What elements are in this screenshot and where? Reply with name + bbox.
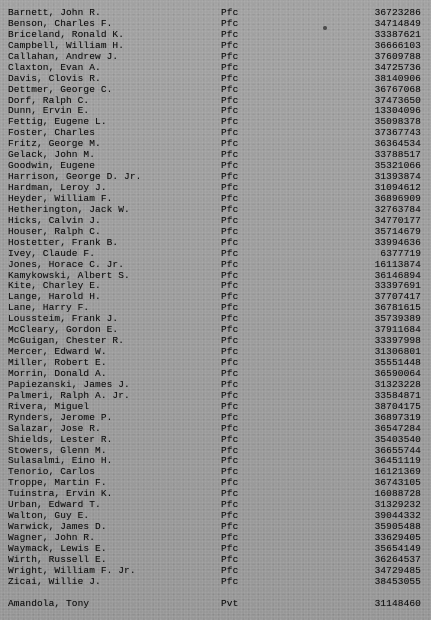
roster-row bbox=[0, 577, 431, 588]
soldier-rank: Pfc bbox=[221, 150, 239, 161]
soldier-rank: Pfc bbox=[221, 183, 239, 193]
roster-row bbox=[0, 150, 431, 161]
serial-number: 33994636 bbox=[374, 237, 421, 248]
soldier-name: Lane, Harry F. bbox=[8, 303, 90, 314]
soldier-rank: Pfc bbox=[221, 379, 239, 390]
soldier-name: Dorf, Ralph C. bbox=[8, 95, 90, 106]
soldier-rank: Pfc bbox=[221, 423, 239, 434]
serial-number: 36655744 bbox=[374, 445, 421, 456]
soldier-name: Benson, Charles F. bbox=[8, 18, 113, 29]
soldier-rank: Pfc bbox=[221, 193, 239, 204]
soldier-rank: Pfc bbox=[221, 401, 239, 412]
serial-number: 37609788 bbox=[374, 51, 421, 62]
soldier-rank: Pfc bbox=[221, 18, 239, 29]
roster-row bbox=[0, 41, 431, 52]
soldier-name: McCleary, Gordon E. bbox=[8, 325, 119, 336]
roster-row bbox=[0, 74, 431, 85]
soldier-rank: Pfc bbox=[221, 84, 239, 95]
soldier-name: Callahan, Andrew J. bbox=[8, 51, 119, 62]
roster-row bbox=[0, 19, 431, 30]
roster-row bbox=[0, 566, 431, 577]
soldier-rank: Pfc bbox=[221, 445, 239, 456]
soldier-name: McGuigan, Chester R. bbox=[8, 336, 125, 347]
soldier-name: Wagner, John R. bbox=[8, 533, 96, 543]
soldier-rank: Pfc bbox=[221, 511, 239, 522]
serial-number: 36896909 bbox=[374, 193, 421, 204]
soldier-name: Goodwin, Eugene bbox=[8, 161, 96, 172]
soldier-rank: Pfc bbox=[221, 172, 239, 183]
soldier-rank: Pfc bbox=[221, 62, 239, 73]
soldier-rank: Pfc bbox=[221, 73, 239, 84]
soldier-rank: Pfc bbox=[221, 522, 239, 533]
soldier-rank: Pfc bbox=[221, 412, 239, 423]
roster-row bbox=[0, 478, 431, 489]
roster-row bbox=[0, 435, 431, 446]
soldier-name: Davis, Clovis R. bbox=[8, 73, 101, 84]
serial-number: 36364534 bbox=[374, 139, 421, 150]
soldier-rank: Pfc bbox=[221, 565, 239, 576]
serial-number: 35403540 bbox=[374, 434, 421, 445]
soldier-name: Miller, Robert E. bbox=[8, 358, 107, 368]
serial-number: 35739389 bbox=[374, 314, 421, 325]
soldier-rank: Pfc bbox=[221, 533, 239, 543]
roster-list bbox=[0, 8, 431, 588]
serial-number: 33788517 bbox=[374, 150, 421, 161]
serial-number: 38140906 bbox=[374, 73, 421, 84]
soldier-rank: Pfc bbox=[221, 325, 239, 336]
soldier-name: Urban, Edward T. bbox=[8, 500, 101, 511]
soldier-rank: Pfc bbox=[221, 554, 239, 565]
soldier-name: Stowers, Glenn M. bbox=[8, 445, 107, 456]
soldier-name: Rynders, Jerome P. bbox=[8, 412, 113, 423]
serial-number: 35714679 bbox=[374, 226, 421, 237]
soldier-name: Troppe, Martin F. bbox=[8, 478, 107, 489]
serial-number: 36743105 bbox=[374, 478, 421, 489]
soldier-rank: Pfc bbox=[221, 347, 239, 358]
serial-number: 6377719 bbox=[380, 248, 421, 259]
serial-number: 34714849 bbox=[374, 18, 421, 29]
serial-number: 32763784 bbox=[374, 204, 421, 215]
serial-number: 33584871 bbox=[374, 390, 421, 401]
serial-number: 36547284 bbox=[374, 423, 421, 434]
soldier-name: Fritz, George M. bbox=[8, 139, 101, 150]
soldier-name: Rivera, Miguel bbox=[8, 401, 90, 412]
serial-number: 13304096 bbox=[374, 106, 421, 117]
roster-row bbox=[0, 489, 431, 500]
roster-row bbox=[0, 467, 431, 478]
serial-number: 31094612 bbox=[374, 183, 421, 193]
soldier-rank: Pfc bbox=[221, 434, 239, 445]
soldier-rank: Pfc bbox=[221, 358, 239, 368]
soldier-name: Palmeri, Ralph A. Jr. bbox=[8, 390, 130, 401]
serial-number: 31148460 bbox=[374, 599, 421, 609]
soldier-rank: Pfc bbox=[221, 226, 239, 237]
roster-row bbox=[0, 96, 431, 107]
roster-row bbox=[0, 249, 431, 260]
roster-row bbox=[0, 446, 431, 457]
soldier-rank: Pfc bbox=[221, 336, 239, 347]
soldier-name: Papiezanski, James J. bbox=[8, 379, 130, 390]
serial-number: 35551448 bbox=[374, 358, 421, 368]
roster-row bbox=[0, 391, 431, 402]
soldier-name: Mercer, Edward W. bbox=[8, 347, 107, 358]
soldier-name: Waymack, Lewis E. bbox=[8, 543, 107, 554]
roster-row bbox=[0, 63, 431, 74]
serial-number: 34725736 bbox=[374, 62, 421, 73]
soldier-rank: Pvt bbox=[221, 599, 239, 609]
soldier-rank: Pfc bbox=[221, 303, 239, 314]
roster-row bbox=[0, 347, 431, 358]
serial-number: 36451119 bbox=[374, 456, 421, 467]
soldier-rank: Pfc bbox=[221, 106, 239, 117]
serial-number: 36723286 bbox=[374, 8, 421, 18]
serial-number: 33397998 bbox=[374, 336, 421, 347]
soldier-name: Amandola, Tony bbox=[8, 599, 90, 609]
soldier-name: Fettig, Eugene L. bbox=[8, 117, 107, 128]
soldier-rank: Pfc bbox=[221, 248, 239, 259]
soldier-name: Foster, Charles bbox=[8, 128, 96, 139]
serial-number: 34770177 bbox=[374, 215, 421, 226]
soldier-name: Jones, Horace C. Jr. bbox=[8, 259, 125, 270]
roster-row bbox=[0, 260, 431, 271]
serial-number: 36666103 bbox=[374, 40, 421, 51]
roster-row bbox=[0, 336, 431, 347]
soldier-rank: Pfc bbox=[221, 95, 239, 106]
roster-row bbox=[0, 139, 431, 150]
soldier-rank: Pfc bbox=[221, 467, 239, 478]
serial-number: 33629405 bbox=[374, 533, 421, 543]
soldier-name: Sulasalmi, Eino H. bbox=[8, 456, 113, 467]
serial-number: 36146894 bbox=[374, 270, 421, 281]
soldier-name: Warwick, James D. bbox=[8, 522, 107, 533]
serial-number: 35654149 bbox=[374, 543, 421, 554]
soldier-rank: Pfc bbox=[221, 128, 239, 139]
soldier-name: Claxton, Evan A. bbox=[8, 62, 101, 73]
roster-row bbox=[0, 8, 431, 19]
serial-number: 34729485 bbox=[374, 565, 421, 576]
soldier-name: Dettmer, George C. bbox=[8, 84, 113, 95]
roster-row-last bbox=[0, 599, 431, 610]
soldier-name: Hicks, Calvin J. bbox=[8, 215, 101, 226]
roster-row bbox=[0, 358, 431, 369]
soldier-rank: Pfc bbox=[221, 292, 239, 303]
soldier-name: Hardman, Leroy J. bbox=[8, 183, 107, 193]
soldier-rank: Pfc bbox=[221, 204, 239, 215]
soldier-rank: Pfc bbox=[221, 259, 239, 270]
serial-number: 35905488 bbox=[374, 522, 421, 533]
soldier-name: Shields, Lester R. bbox=[8, 434, 113, 445]
serial-number: 37707417 bbox=[374, 292, 421, 303]
serial-number: 37911684 bbox=[374, 325, 421, 336]
soldier-name: Heyder, William F. bbox=[8, 193, 113, 204]
roster-row bbox=[0, 106, 431, 117]
soldier-name: Barnett, John R. bbox=[8, 8, 101, 18]
soldier-rank: Pfc bbox=[221, 40, 239, 51]
soldier-name: Kamykowski, Albert S. bbox=[8, 270, 130, 281]
soldier-name: Lange, Harold H. bbox=[8, 292, 101, 303]
soldier-rank: Pfc bbox=[221, 390, 239, 401]
serial-number: 37367743 bbox=[374, 128, 421, 139]
soldier-rank: Pfc bbox=[221, 215, 239, 226]
soldier-rank: Pfc bbox=[221, 456, 239, 467]
serial-number: 16121369 bbox=[374, 467, 421, 478]
soldier-name: Harrison, George D. Jr. bbox=[8, 172, 142, 183]
serial-number: 38704175 bbox=[374, 401, 421, 412]
serial-number: 31306801 bbox=[374, 347, 421, 358]
roster-row bbox=[0, 281, 431, 292]
roster-row bbox=[0, 424, 431, 435]
soldier-name: Kite, Charley E. bbox=[8, 281, 101, 292]
roster-row bbox=[0, 172, 431, 183]
serial-number: 33387621 bbox=[374, 29, 421, 40]
roster-row bbox=[0, 522, 431, 533]
soldier-rank: Pfc bbox=[221, 478, 239, 489]
serial-number: 36767068 bbox=[374, 84, 421, 95]
roster-row bbox=[0, 117, 431, 128]
serial-number: 16088728 bbox=[374, 489, 421, 500]
serial-number: 36897319 bbox=[374, 412, 421, 423]
serial-number: 35098378 bbox=[374, 117, 421, 128]
roster-row bbox=[0, 369, 431, 380]
soldier-rank: Pfc bbox=[221, 489, 239, 500]
soldier-rank: Pfc bbox=[221, 281, 239, 292]
soldier-name: Briceland, Ronald K. bbox=[8, 29, 125, 40]
soldier-rank: Pfc bbox=[221, 368, 239, 379]
soldier-name: Wirth, Russell E. bbox=[8, 554, 107, 565]
serial-number: 36590064 bbox=[374, 368, 421, 379]
roster-row bbox=[0, 544, 431, 555]
roster-row bbox=[0, 205, 431, 216]
soldier-rank: Pfc bbox=[221, 29, 239, 40]
soldier-rank: Pfc bbox=[221, 314, 239, 325]
serial-number: 31393874 bbox=[374, 172, 421, 183]
roster-row bbox=[0, 456, 431, 467]
soldier-rank: Pfc bbox=[221, 576, 239, 587]
roster-row bbox=[0, 292, 431, 303]
soldier-rank: Pfc bbox=[221, 51, 239, 62]
soldier-name: Houser, Ralph C. bbox=[8, 226, 101, 237]
roster-row bbox=[0, 303, 431, 314]
soldier-name: Dunn, Ervin E. bbox=[8, 106, 90, 117]
soldier-name: Salazar, Jose R. bbox=[8, 423, 101, 434]
soldier-name: Campbell, William H. bbox=[8, 40, 125, 51]
soldier-rank: Pfc bbox=[221, 270, 239, 281]
roster-row bbox=[0, 413, 431, 424]
soldier-name: Tuinstra, Ervin K. bbox=[8, 489, 113, 500]
roster-row bbox=[0, 194, 431, 205]
serial-number: 31323228 bbox=[374, 379, 421, 390]
soldier-name: Hostetter, Frank B. bbox=[8, 237, 119, 248]
soldier-name: Loussteim, Frank J. bbox=[8, 314, 119, 325]
roster-row bbox=[0, 216, 431, 227]
soldier-rank: Pfc bbox=[221, 237, 239, 248]
soldier-name: Gelack, John M. bbox=[8, 150, 96, 161]
soldier-rank: Pfc bbox=[221, 500, 239, 511]
roster-row bbox=[0, 402, 431, 413]
serial-number: 38453055 bbox=[374, 576, 421, 587]
roster-row bbox=[0, 533, 431, 544]
roster-row bbox=[0, 128, 431, 139]
roster-row bbox=[0, 30, 431, 41]
soldier-rank: Pfc bbox=[221, 8, 239, 18]
roster-row bbox=[0, 227, 431, 238]
roster-row bbox=[0, 325, 431, 336]
serial-number: 33397691 bbox=[374, 281, 421, 292]
serial-number: 39044332 bbox=[374, 511, 421, 522]
soldier-name: Morrin, Donald A. bbox=[8, 368, 107, 379]
soldier-name: Hetherington, Jack W. bbox=[8, 204, 130, 215]
soldier-name: Wright, William F. Jr. bbox=[8, 565, 136, 576]
roster-row bbox=[0, 314, 431, 325]
serial-number: 31329232 bbox=[374, 500, 421, 511]
serial-number: 36781615 bbox=[374, 303, 421, 314]
soldier-rank: Pfc bbox=[221, 161, 239, 172]
soldier-name: Walton, Guy E. bbox=[8, 511, 90, 522]
serial-number: 37473650 bbox=[374, 95, 421, 106]
roster-row bbox=[0, 380, 431, 391]
roster-row bbox=[0, 238, 431, 249]
roster-row bbox=[0, 271, 431, 282]
roster-row bbox=[0, 511, 431, 522]
roster-row bbox=[0, 500, 431, 511]
soldier-rank: Pfc bbox=[221, 117, 239, 128]
roster-row bbox=[0, 52, 431, 63]
roster-row bbox=[0, 161, 431, 172]
serial-number: 16113874 bbox=[374, 259, 421, 270]
soldier-rank: Pfc bbox=[221, 543, 239, 554]
serial-number: 35321066 bbox=[374, 161, 421, 172]
serial-number: 36264537 bbox=[374, 554, 421, 565]
soldier-name: Tenorio, Carlos bbox=[8, 467, 96, 478]
roster-row bbox=[0, 85, 431, 96]
roster-row bbox=[0, 183, 431, 194]
soldier-name: Zicai, Willie J. bbox=[8, 576, 101, 587]
soldier-name: Ivey, Claude F. bbox=[8, 248, 96, 259]
soldier-rank: Pfc bbox=[221, 139, 239, 150]
roster-row bbox=[0, 555, 431, 566]
